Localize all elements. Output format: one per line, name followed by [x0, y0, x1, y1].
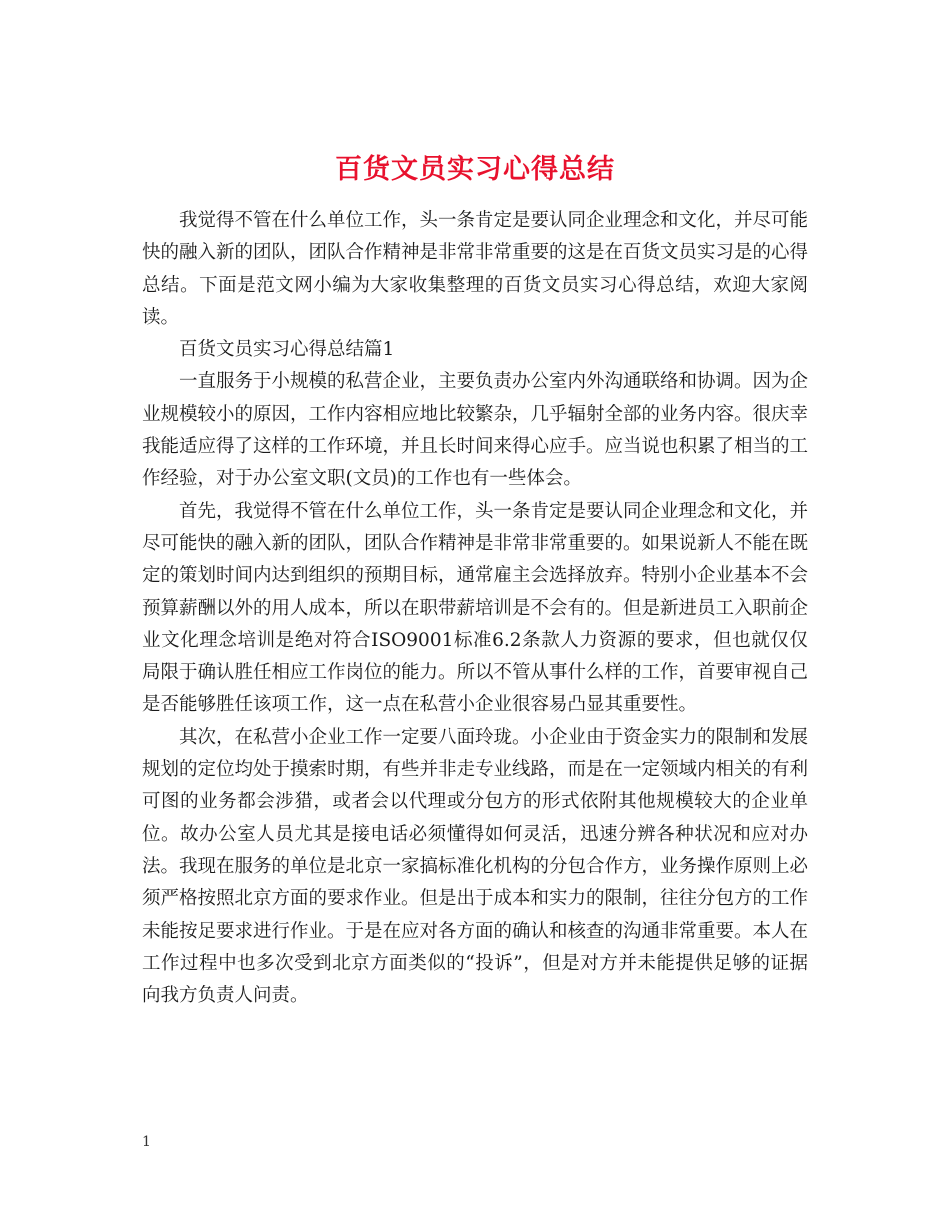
page-number: 1 — [142, 1134, 151, 1150]
body-paragraph: 首先，我觉得不管在什么单位工作，头一条肯定是要认同企业理念和文化，并尽可能快的融入新的团队，团队合作精神是非常非常重要的。如果说新人不能在既定的策划时间内达到组织的预期目标，通常雇主会选择放弃。特别小企业基本不会预算薪酬以外的用人成本，所以在职带薪培训是不会有的。但是新进员工入职前企业文化理念培训是绝对符合ISO9001标准6.2条款人力资源的要求，但也就仅仅局限于确认胜任相应工作岗位的能力。所以不管从事什么样的工作，首要审视自己是否能够胜任该项工作，这一点在私营小企业很容易凸显其重要性。 — [142, 500, 809, 716]
body-paragraph: 一直服务于小规模的私营企业，主要负责办公室内外沟通联络和协调。因为企业规模较小的原因，工作内容相应地比较繁杂，几乎辐射全部的业务内容。很庆幸我能适应得了这样的工作环境，并且长时间来得心应手。应当说也积累了相当的工作经验，对于办公室文职(文员)的工作也有一些体会。 — [142, 371, 809, 490]
section-heading: 百货文员实习心得总结篇1 — [179, 339, 395, 361]
body-paragraph: 其次，在私营小企业工作一定要八面玲珑。小企业由于资金实力的限制和发展规划的定位均处于摸索时期，有些并非走专业线路，而是在一定领域内相关的有利可图的业务都会涉猎，或者会以代理或分包方的形式依附其他规模较大的企业单位。故办公室人员尤其是接电话必须懂得如何灵活，迅速分辨各种状况和应对办法。我现在服务的单位是北京一家搞标准化机构的分包合作方，业务操作原则上必须严格按照北京方面的要求作业。但是出于成本和实力的限制，往往分包方的工作未能按足要求进行作业。于是在应对各方面的确认和核查的沟通非常重要。本人在工作过程中也多次受到北京方面类似的“投诉”，但是对方并未能提供足够的证据向我方负责人问责。 — [142, 726, 809, 1007]
intro-paragraph: 我觉得不管在什么单位工作，头一条肯定是要认同企业理念和文化，并尽可能快的融入新的团队，团队合作精神是非常非常重要的这是在百货文员实习是的心得总结。下面是范文网小编为大家收集整理的百货文员实习心得总结，欢迎大家阅读。 — [142, 210, 809, 328]
document-title: 百货文员实习心得总结 — [335, 154, 615, 186]
document-body — [142, 205, 808, 1012]
